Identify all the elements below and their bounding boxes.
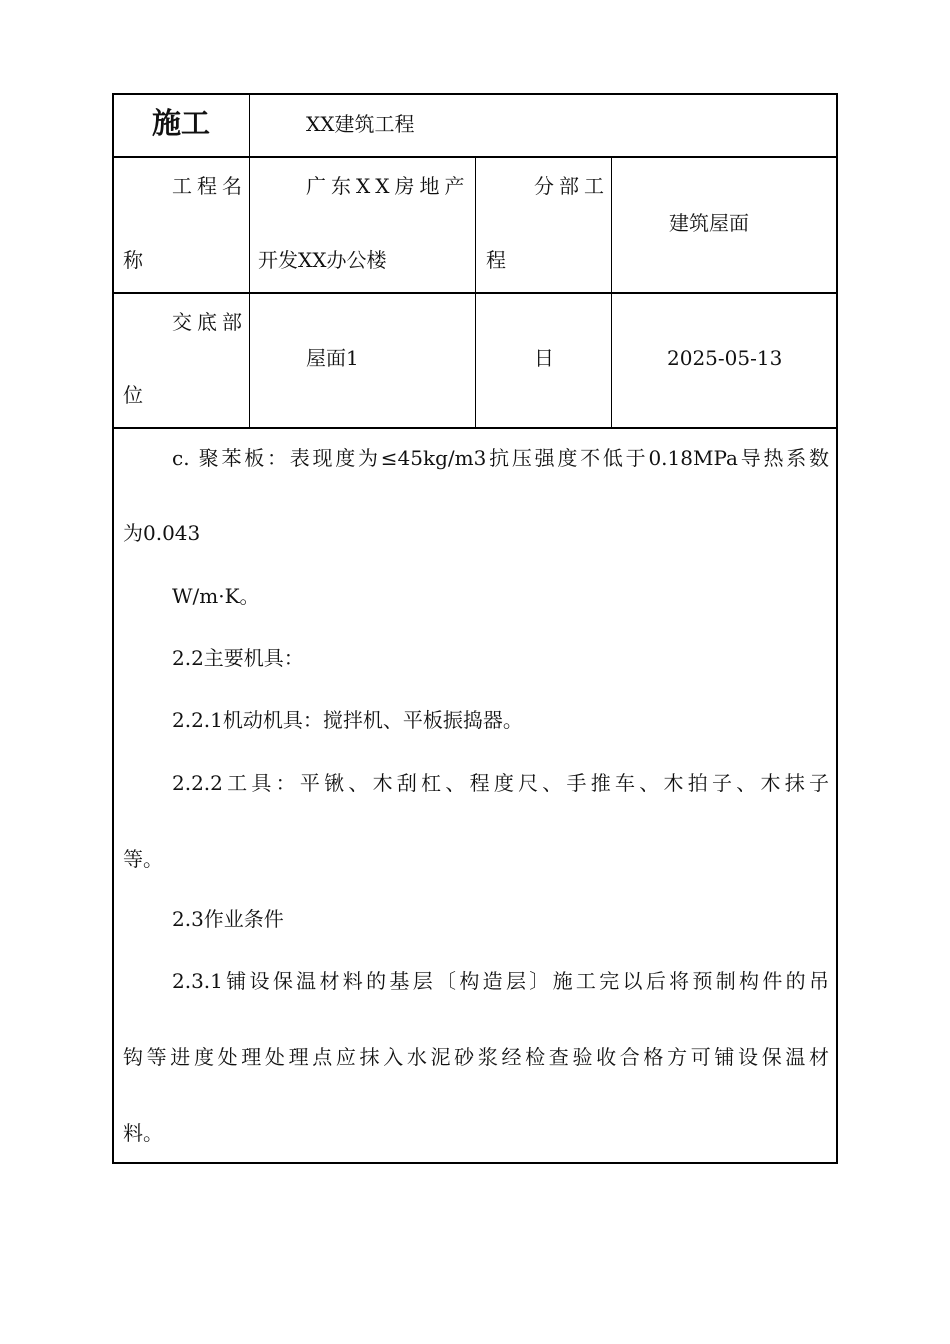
disclosure-form [112,93,838,1164]
disclosure-part-value: 屋面1 [306,346,359,370]
project-name: XX建筑工程 [306,112,415,136]
content-line-7: 等。 [123,847,163,871]
content-line-6: 2.2.2工具：平锹、木刮杠、程度尺、手推车、木拍子、木抹子 [172,771,829,795]
project-name-label-line1: 工程名 [172,174,247,198]
content-line-10: 钩等进度处理处理点应抹入水泥砂浆经检查验收合格方可铺设保温材 [123,1045,829,1069]
content-line-2: 为0.043 [123,521,201,545]
sub-project-value: 建筑屋面 [669,211,749,235]
column-divider-1 [249,95,250,428]
content-line-1: c. 聚苯板：表现度为≤45kg/m3抗压强度不低于0.18MPa导热系数 [172,446,829,470]
column-divider-2 [475,157,476,428]
header-label: 施工 [152,106,211,140]
date-label: 日 [534,346,554,370]
sub-project-label-line2: 程 [486,248,506,272]
project-name-label-line2: 称 [123,248,143,272]
column-divider-3 [611,157,612,428]
project-name-value-line1: 广东XX房地产 [306,174,470,198]
disclosure-part-label-line1: 交底部 [172,310,247,334]
content-line-3: W/m·K。 [172,584,260,608]
content-line-4: 2.2主要机具： [172,646,304,670]
content-line-8: 2.3作业条件 [172,907,284,931]
content-line-9: 2.3.1铺设保温材料的基层〔构造层〕施工完以后将预制构件的吊 [172,969,829,993]
disclosure-part-label-line2: 位 [123,383,143,407]
content-line-11: 料。 [123,1121,163,1145]
sub-project-label-line1: 分部工 [534,174,609,198]
project-name-value-line2: 开发XX办公楼 [258,248,387,272]
date-value: 2025-05-13 [667,346,783,370]
content-line-5: 2.2.1机动机具：搅拌机、平板振捣器。 [172,708,523,732]
